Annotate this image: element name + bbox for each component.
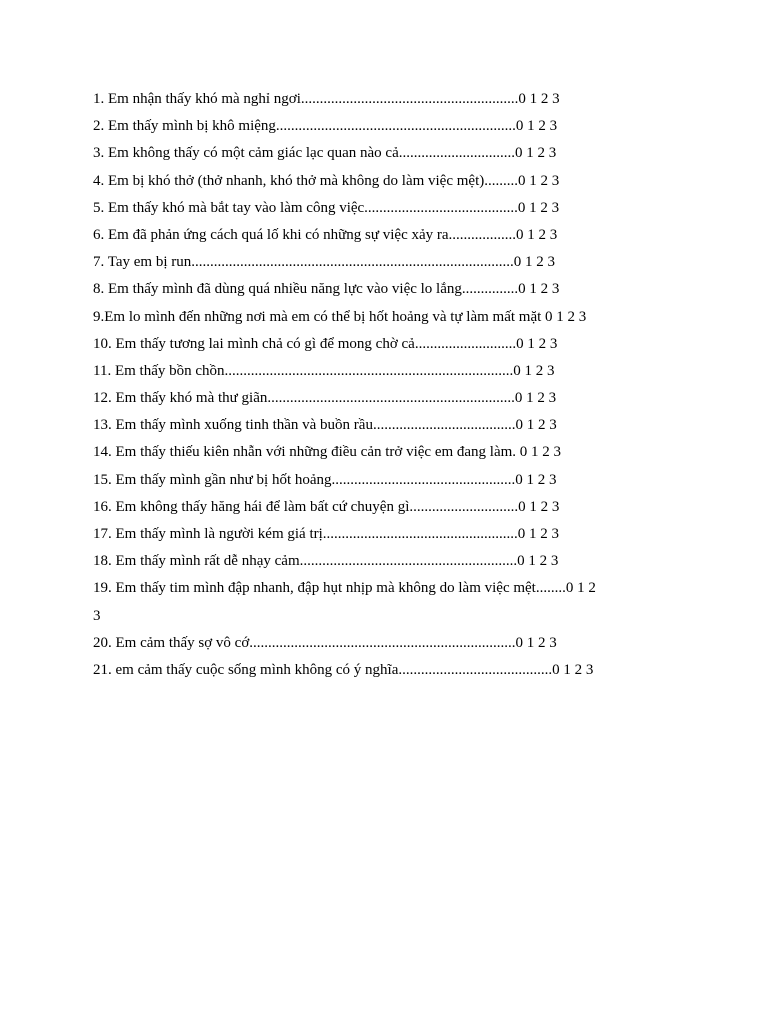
questionnaire-item-11: 11. Em thấy bồn chồn.............................................................................0 1 2 3 (93, 362, 555, 379)
questionnaire-item-21: 21. em cảm thấy cuộc sống mình không có ý nghĩa.........................................0 1 2 3 (93, 661, 594, 678)
questionnaire-item-2: 2. Em thấy mình bị khô miệng................................................................0 1 2 3 (93, 118, 558, 135)
questionnaire-item-5: 5. Em thấy khó mà bắt tay vào làm công việc.........................................0 1 2 3 (93, 199, 560, 216)
questionnaire-item-19 (93, 575, 693, 629)
questionnaire-item-19-line1: 19. Em thấy tim mình đập nhanh, đập hụt nhịp mà không do làm việc mệt........0 1 2 (93, 580, 596, 597)
questionnaire-item-6: 6. Em đã phản ứng cách quá lố khi có những sự việc xảy ra..................0 1 2 3 (93, 226, 558, 243)
questionnaire-item-19-line2: 3 (93, 607, 101, 624)
questionnaire-item-1: 1. Em nhận thấy khó mà nghỉ ngơi..........................................................0 1 2 3 (93, 91, 560, 107)
questionnaire-item-14: 14. Em thấy thiếu kiên nhẫn với những điều cản trở việc em đang làm. 0 1 2 3 (93, 444, 562, 461)
questionnaire-item-17: 17. Em thấy mình là người kém giá trị....................................................0 1 2 3 (93, 526, 560, 542)
questionnaire-item-3: 3. Em không thấy có một cảm giác lạc quan nào cả...............................0 1 2 3 (93, 145, 557, 162)
questionnaire-item-7: 7. Tay em bị run......................................................................................0 1 2 3 (93, 254, 555, 271)
questionnaire-item-20: 20. Em cảm thấy sợ vô cớ.......................................................................0 1 2 3 (93, 634, 557, 651)
questionnaire-item-16: 16. Em không thấy hăng hái để làm bất cứ chuyện gì.............................0 1 2 3 (93, 498, 560, 515)
questionnaire-item-9: 9.Em lo mình đến những nơi mà em có thể bị hốt hoảng và tự làm mất mặt 0 1 2 3 (93, 308, 587, 325)
questionnaire-item-18: 18. Em thấy mình rất dễ nhạy cảm..........................................................0 1 2 3 (93, 553, 559, 570)
questionnaire-list (93, 86, 693, 684)
questionnaire-item-12: 12. Em thấy khó mà thư giãn..................................................................0 1 2 3 (93, 390, 557, 407)
questionnaire-item-15: 15. Em thấy mình gần như bị hốt hoảng.................................................0 1 2 3 (93, 471, 557, 488)
questionnaire-item-4: 4. Em bị khó thở (thở nhanh, khó thở mà không do làm việc mệt).........0 1 2 3 (93, 172, 560, 189)
questionnaire-item-8: 8. Em thấy mình đã dùng quá nhiều năng lực vào việc lo lắng...............0 1 2 3 (93, 281, 560, 298)
questionnaire-item-13: 13. Em thấy mình xuống tinh thần và buồn rầu......................................0 1 2 3 (93, 417, 557, 434)
questionnaire-item-10: 10. Em thấy tương lai mình chả có gì để mong chờ cả...........................0 1 2 3 (93, 335, 558, 352)
